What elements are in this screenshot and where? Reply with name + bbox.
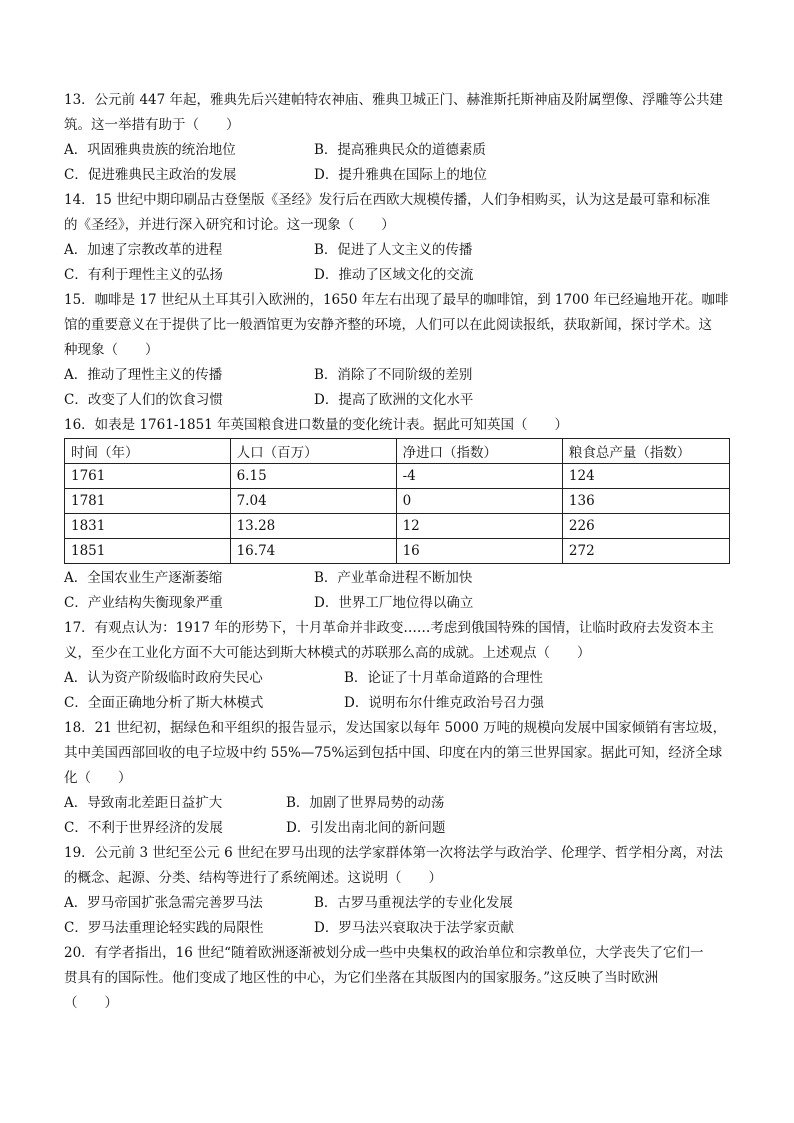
question-14-option-b[interactable]: B．促进了人文主义的传播 bbox=[314, 242, 473, 258]
table-row bbox=[65, 539, 730, 564]
question-13-option-a[interactable]: A．巩固雅典贵族的统治地位 bbox=[64, 142, 236, 158]
question-17-option-d[interactable]: D．说明布尔什维克政治号召力强 bbox=[344, 695, 544, 711]
table-header-cell: 净进口（指数） bbox=[396, 439, 562, 464]
question-14-option-a[interactable]: A．加速了宗教改革的进程 bbox=[64, 242, 223, 258]
question-20-stem-line-2: 贯具有的国际性。他们变成了地区性的中心，为它们坐落在其版图内的国家服务。”这反映了当时欧洲 bbox=[64, 970, 659, 986]
question-20-stem-line-1: 20．有学者指出，16 世纪“随着欧洲逐渐被划分成一些中央集权的政治单位和宗教单位，大学丧失了它们一 bbox=[64, 945, 704, 961]
question-14 bbox=[64, 188, 734, 288]
table-cell: 1781 bbox=[65, 489, 231, 514]
question-19-option-c[interactable]: C．罗马法重理论轻实践的局限性 bbox=[64, 920, 264, 936]
question-17-options-row-1 bbox=[64, 666, 734, 691]
table-cell: 6.15 bbox=[230, 464, 396, 489]
question-19-option-a[interactable]: A．罗马帝国扩张急需完善罗马法 bbox=[64, 895, 263, 911]
table-row bbox=[65, 489, 730, 514]
table-row bbox=[65, 464, 730, 489]
question-16-option-d[interactable]: D．世界工厂地位得以确立 bbox=[314, 595, 474, 611]
question-17 bbox=[64, 616, 734, 716]
table-cell: 136 bbox=[562, 489, 729, 514]
question-19-options-row-2 bbox=[64, 916, 734, 941]
question-15-stem-line-2: 馆的重要意义在于提供了比一般酒馆更为安静齐整的环境，人们可以在此阅读报纸，获取新闻，探讨学术。这 bbox=[64, 317, 712, 333]
question-19-stem-line-1: 19．公元前 3 世纪至公元 6 世纪在罗马出现的法学家群体第一次将法学与政治学、伦理学、哲学相分离，对法 bbox=[64, 845, 724, 861]
question-18-stem-line-1: 18．21 世纪初，据绿色和平组织的报告显示，发达国家以每年 5000 万吨的规模向发展中国家倾销有害垃圾， bbox=[64, 720, 727, 736]
question-15-option-b[interactable]: B．消除了不同阶级的差别 bbox=[314, 367, 473, 383]
table-header-cell: 粮食总产量（指数） bbox=[562, 439, 729, 464]
table-cell: -4 bbox=[396, 464, 562, 489]
question-17-option-a[interactable]: A．认为资产阶级临时政府失民心 bbox=[64, 670, 263, 686]
question-13-stem-line-1: 13．公元前 447 年起，雅典先后兴建帕特农神庙、雅典卫城正门、赫淮斯托斯神庙及附属塑像、浮雕等公共建 bbox=[64, 92, 724, 108]
question-17-stem-line-2: 义，至少在工业化方面不大可能达到斯大林模式的苏联那么高的成就。上述观点（ ） bbox=[64, 645, 591, 661]
question-17-option-b[interactable]: B．论证了十月革命道路的合理性 bbox=[344, 670, 543, 686]
table-cell: 272 bbox=[562, 539, 729, 564]
question-20 bbox=[64, 941, 734, 1016]
question-13-options-row-1 bbox=[64, 138, 734, 163]
question-14-option-c[interactable]: C．有利于理性主义的弘扬 bbox=[64, 267, 223, 283]
question-19-option-b[interactable]: B．古罗马重视法学的专业化发展 bbox=[314, 895, 513, 911]
table-cell: 124 bbox=[562, 464, 729, 489]
exam-page bbox=[64, 88, 734, 1016]
question-16-option-a[interactable]: A．全国农业生产逐渐萎缩 bbox=[64, 570, 223, 586]
question-18-option-d[interactable]: D．引发出南北间的新问题 bbox=[286, 820, 446, 836]
question-17-option-c[interactable]: C．全面正确地分析了斯大林模式 bbox=[64, 695, 264, 711]
question-17-stem-line-1: 17．有观点认为：1917 年的形势下，十月革命并非政变……考虑到俄国特殊的国情，让临时政府去发资本主 bbox=[64, 620, 714, 636]
question-16-options-row-2 bbox=[64, 591, 734, 616]
question-13-option-b[interactable]: B．提高雅典民众的道德素质 bbox=[314, 142, 486, 158]
question-14-options-row-1 bbox=[64, 238, 734, 263]
table-header-row bbox=[65, 439, 730, 464]
question-18-stem-line-2: 其中美国西部回收的电子垃圾中约 55%—75%运到包括中国、印度在内的第三世界国家。据此可知，经济全球 bbox=[64, 745, 723, 761]
question-16-option-c[interactable]: C．产业结构失衡现象严重 bbox=[64, 595, 223, 611]
question-16-options-row-1 bbox=[64, 566, 734, 591]
question-18-option-a[interactable]: A．导致南北差距日益扩大 bbox=[64, 795, 223, 811]
question-18-option-c[interactable]: C．不利于世界经济的发展 bbox=[64, 820, 223, 836]
table-header-cell: 时间（年） bbox=[65, 439, 231, 464]
table-cell: 16.74 bbox=[230, 539, 396, 564]
table-cell: 1761 bbox=[65, 464, 231, 489]
question-15-options-row-2 bbox=[64, 388, 734, 413]
question-15-stem-line-1: 15．咖啡是 17 世纪从土耳其引入欧洲的，1650 年左右出现了最早的咖啡馆，到 1700 年已经遍地开花。咖啡 bbox=[64, 292, 729, 308]
question-16 bbox=[64, 413, 734, 616]
table-cell: 7.04 bbox=[230, 489, 396, 514]
question-15 bbox=[64, 288, 734, 413]
question-13-options-row-2 bbox=[64, 163, 734, 188]
table-cell: 1851 bbox=[65, 539, 231, 564]
question-14-stem-line-2: 的《圣经》，并进行深入研究和讨论。这一现象（ ） bbox=[64, 217, 395, 233]
question-15-option-d[interactable]: D．提高了欧洲的文化水平 bbox=[314, 392, 474, 408]
table-cell: 1831 bbox=[65, 514, 231, 539]
question-20-stem-line-3: （ ） bbox=[64, 995, 118, 1011]
question-14-option-d[interactable]: D．推动了区域文化的交流 bbox=[314, 267, 474, 283]
question-18-options-row-2 bbox=[64, 816, 734, 841]
question-17-options-row-2 bbox=[64, 691, 734, 716]
question-18 bbox=[64, 716, 734, 841]
question-18-options-row-1 bbox=[64, 791, 734, 816]
question-18-stem-line-3: 化（ ） bbox=[64, 770, 132, 786]
question-13-stem-line-2: 筑。这一举措有助于（ ） bbox=[64, 117, 240, 133]
table-cell: 12 bbox=[396, 514, 562, 539]
table-cell: 16 bbox=[396, 539, 562, 564]
question-16-option-b[interactable]: B．产业革命进程不断加快 bbox=[314, 570, 473, 586]
question-15-option-a[interactable]: A．推动了理性主义的传播 bbox=[64, 367, 223, 383]
question-13 bbox=[64, 88, 734, 188]
table-cell: 13.28 bbox=[230, 514, 396, 539]
question-15-options-row-1 bbox=[64, 363, 734, 388]
table-cell: 226 bbox=[562, 514, 729, 539]
table-header-cell: 人口（百万） bbox=[230, 439, 396, 464]
grain-import-table bbox=[64, 438, 730, 564]
question-18-option-b[interactable]: B．加剧了世界局势的动荡 bbox=[286, 795, 445, 811]
question-15-option-c[interactable]: C．改变了人们的饮食习惯 bbox=[64, 392, 223, 408]
table-row bbox=[65, 514, 730, 539]
question-14-stem-line-1: 14．15 世纪中期印刷品古登堡版《圣经》发行后在西欧大规模传播，人们争相购买，认为这是最可靠和标准 bbox=[64, 192, 711, 208]
question-15-stem-line-3: 种现象（ ） bbox=[64, 342, 159, 358]
question-14-options-row-2 bbox=[64, 263, 734, 288]
question-19-options-row-1 bbox=[64, 891, 734, 916]
question-13-option-d[interactable]: D．提升雅典在国际上的地位 bbox=[314, 167, 487, 183]
question-16-stem-line-1: 16．如表是 1761-1851 年英国粮食进口数量的变化统计表。据此可知英国（ ） bbox=[64, 417, 569, 433]
table-cell: 0 bbox=[396, 489, 562, 514]
question-13-option-c[interactable]: C．促进雅典民主政治的发展 bbox=[64, 167, 237, 183]
question-19-option-d[interactable]: D．罗马法兴衰取决于法学家贡献 bbox=[314, 920, 514, 936]
question-19-stem-line-2: 的概念、起源、分类、结构等进行了系统阐述。这说明（ ） bbox=[64, 870, 442, 886]
question-19 bbox=[64, 841, 734, 941]
